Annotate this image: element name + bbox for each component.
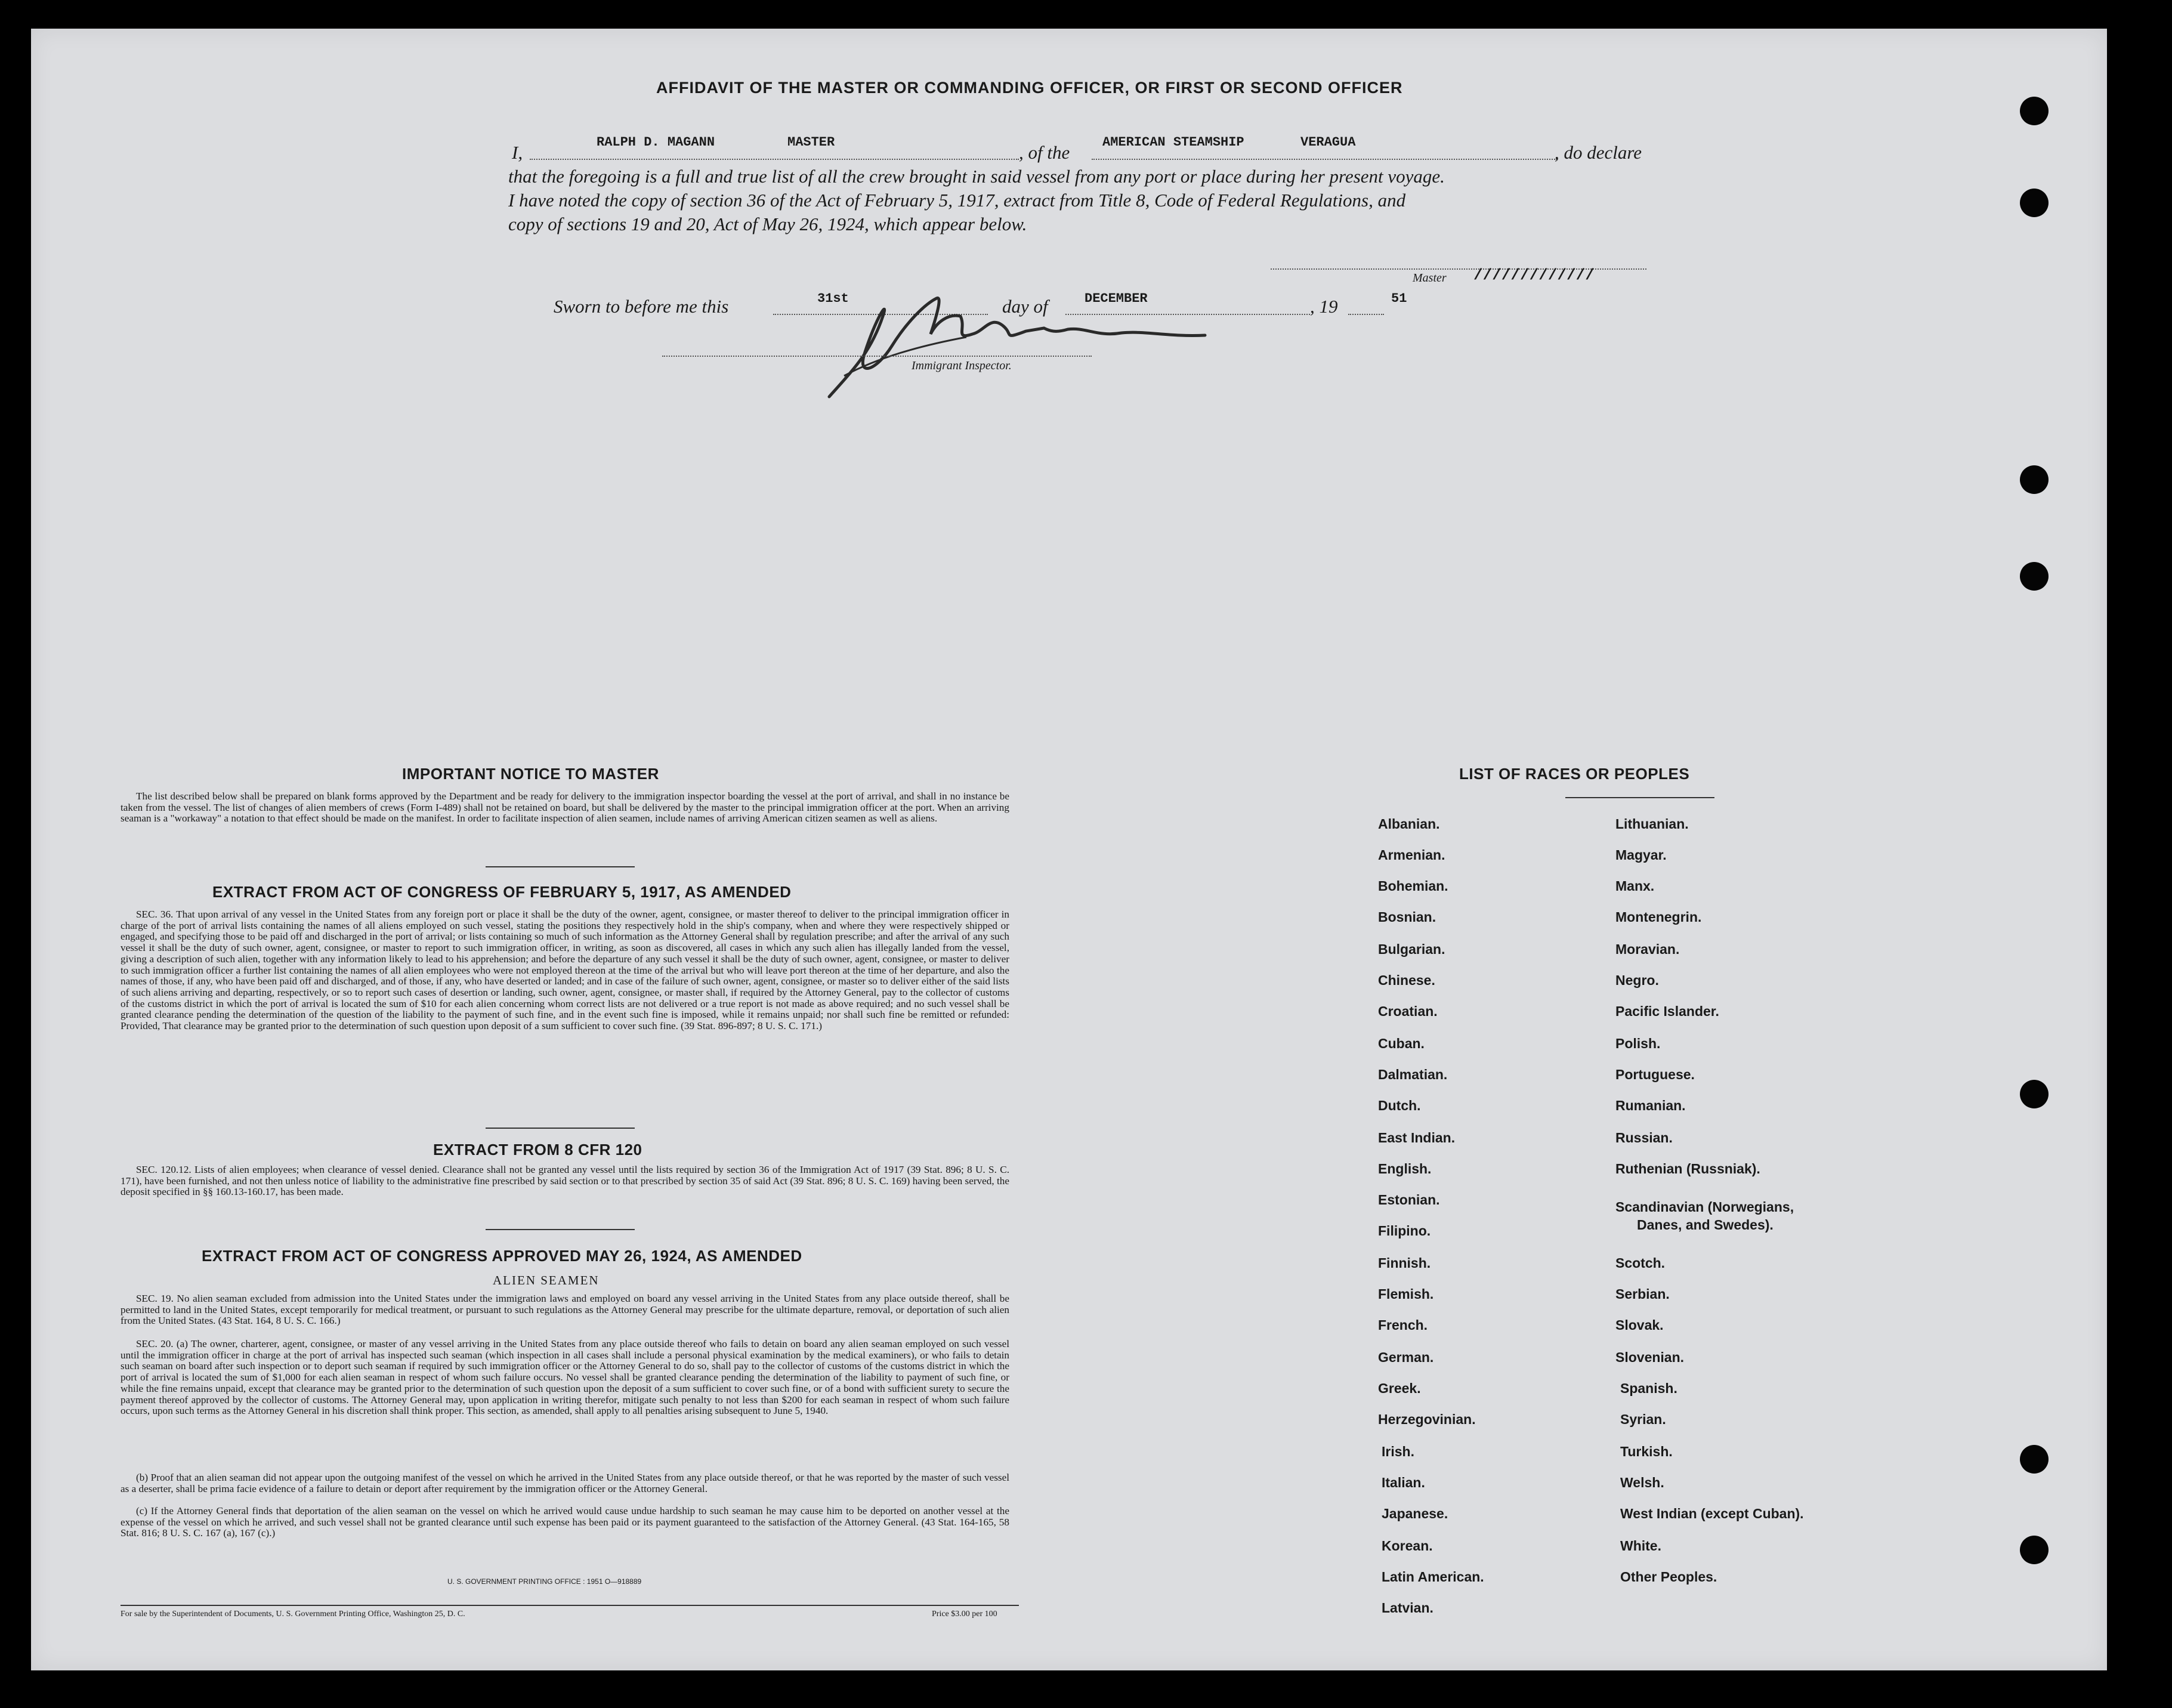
extract-1917-text: SEC. 36. That upon arrival of any vessel in the United States from any foreign port or place it shall be the duty of the owner, agent, consignee, or master thereof to deliver to the principal immigration officer in charge of the port of arrival lists containing the names of all aliens employed on such vessel, stating the positions they respectively hold in the ship's company, when and where they were respectively shipped or engaged, and specifying those to be paid off and discharged in the port of arrival; or lists containing so much of such information as the Attorney General shall by regulation prescribe; and after the arrival of any such vessel it shall be the duty of such owner, agent, consignee, or master to report to such immigration officer, in writing, as soon as discovered, all cases in which any such alien has illegally landed from the vessel, giving a description of such alien, together with any information likely to lead to his apprehension; and before the departure of any such vessel it shall be the duty of such owner, agent, consignee, or master to deliver to such immigration officer a further list containing the names of all alien employees who were not employed thereon at the time of the arrival but who will leave port thereon at the time of her departure, and also the names of those, if any, who have been paid off and discharged, and of those, if any, who have deserted or landed; and in case of the failure of such owner, agent, consignee, or master so to deliver either of the said lists of such aliens arriving and departing, respectively, or so to report such cases of desertion or landing, such owner, agent, consignee, or master shall, if required by the Attorney General, pay to the collector of customs of the customs district in which the port of arrival is located the sum of $10 for each alien concerning whom correct lists are not delivered or a true report is not made as above required; and no such vessel shall be granted clearance pending the determination of the question of the liability to the payment of such fine, and in the event such fine is imposed, while it remains unpaid; nor shall such fine be remitted or refunded: Provided, That clearance may be granted prior to the determination of such question upon deposit of a sum sufficient to cover such fine. (39 Stat. 896-897; 8 U. S. C. 171.): [121, 909, 1009, 1032]
race-item: Welsh.: [1620, 1475, 1664, 1490]
alien-seamen-subheading: ALIEN SEAMEN: [493, 1273, 600, 1287]
inspector-signature: [787, 280, 1217, 406]
race-item: Albanian.: [1378, 816, 1440, 832]
race-item: Spanish.: [1620, 1380, 1677, 1396]
race-item: Finnish.: [1378, 1255, 1431, 1271]
races-heading: LIST OF RACES OR PEOPLES: [1459, 765, 1690, 783]
race-item: Herzegovinian.: [1378, 1412, 1476, 1427]
race-item: Manx.: [1615, 878, 1655, 894]
master-rank: MASTER: [787, 135, 835, 150]
race-item: Irish.: [1382, 1444, 1414, 1459]
race-item: Negro.: [1615, 972, 1659, 988]
race-item: Slovenian.: [1615, 1349, 1685, 1365]
race-item: Filipino.: [1378, 1223, 1431, 1238]
race-item: Moravian.: [1615, 941, 1680, 957]
race-item: Italian.: [1382, 1475, 1425, 1490]
race-item: Japanese.: [1382, 1506, 1448, 1521]
notice-heading: IMPORTANT NOTICE TO MASTER: [402, 765, 659, 783]
affidavit-title: AFFIDAVIT OF THE MASTER OR COMMANDING OFFICER, OR FIRST OR SECOND OFFICER: [656, 79, 1403, 97]
race-item: East Indian.: [1378, 1130, 1456, 1145]
sworn-year: 51: [1391, 291, 1407, 306]
gpo-imprint: U. S. GOVERNMENT PRINTING OFFICE : 1951 O—918889: [447, 1577, 642, 1586]
race-item: Bulgarian.: [1378, 941, 1445, 957]
extract-1924-sec20a: SEC. 20. (a) The owner, charterer, agent, consignee, or master of any vessel arriving in the United States from any place outside thereof who fails to detain on board any alien seaman employed on such vessel until the immigration officer in charge at the port of arrival has inspected such seaman (which inspection in all cases shall include a personal physical examination by the medical examiners), or who fails to detain such seaman on board after such inspection or to deport such seaman if required by such immigration officer or the Attorney General to do so, shall pay to the collector of customs of the customs district in which the port of arrival is located the sum of $1,000 for each alien seaman in respect of whom such failure occurs. No vessel shall be granted clearance pending the determination of the liability to payment of such fine, or while the fine remains unpaid, except that clearance may be granted prior to the determination of such question upon the deposit of a sum sufficient to cover such fine, or of a bond with sufficient surety to secure the payment thereof approved by the collector of customs. The Attorney General may, upon application in writing therefor, mitigate such penalty to not less than $200 for each seaman in respect of whom such failure occurs, upon such terms as the Attorney General in his discretion shall think proper. This section, as amended, shall apply to all penalties arising subsequent to June 5, 1940.: [121, 1338, 1009, 1417]
affidavit-line-2: that the foregoing is a full and true list of all the crew brought in said vessel from any port or place during her present voyage.: [508, 166, 1445, 187]
master-name: RALPH D. MAGANN: [597, 135, 715, 150]
sworn-month: DECEMBER: [1085, 291, 1148, 306]
punch-hole: [2020, 189, 2049, 217]
document-page: [31, 29, 2107, 1670]
of-the-label: , of the: [1019, 142, 1070, 163]
divider: [486, 1128, 635, 1129]
race-item: White.: [1620, 1538, 1661, 1553]
race-item: Dutch.: [1378, 1098, 1421, 1113]
year-prefix: , 19: [1310, 296, 1338, 317]
punch-hole: [2020, 465, 2049, 494]
vessel-name: VERAGUA: [1300, 135, 1356, 150]
divider: [486, 1229, 635, 1230]
footer-price: Price $3.00 per 100: [932, 1610, 997, 1619]
race-item: Latin American.: [1382, 1569, 1484, 1585]
race-item: Korean.: [1382, 1538, 1433, 1553]
race-item: Slovak.: [1615, 1317, 1664, 1333]
race-item: Bosnian.: [1378, 909, 1436, 925]
race-item: Latvian.: [1382, 1600, 1433, 1616]
race-item: Greek.: [1378, 1380, 1421, 1396]
extract-1924-sec20b: (b) Proof that an alien seaman did not appear upon the outgoing manifest of the vessel on which he arrived in the United States from any place outside thereof, or that he was reported by the master of such vessel as a deserter, shall be prima facie evidence of a failure to detain or deport after requirement by the immigration officer or the Attorney General.: [121, 1472, 1009, 1494]
do-declare-label: , do declare: [1555, 142, 1642, 163]
affidavit-i-label: I,: [512, 142, 523, 163]
master-title-strikeout: /////////////: [1473, 266, 1595, 284]
race-item: Russian.: [1615, 1130, 1673, 1145]
punch-hole: [2020, 97, 2049, 125]
sworn-day: 31st: [817, 291, 849, 306]
extract-cfr-heading: EXTRACT FROM 8 CFR 120: [433, 1141, 642, 1159]
sworn-label: Sworn to before me this: [554, 296, 729, 317]
race-item: Estonian.: [1378, 1192, 1440, 1207]
race-item: Cuban.: [1378, 1036, 1425, 1051]
divider: [486, 866, 635, 867]
extract-1924-sec19: SEC. 19. No alien seaman excluded from admission into the United States under the immigration laws and employed on board any vessel arriving in the United States from any place outside thereof, shall be permitted to land in the United States, except temporarily for medical treatment, or pursuant to such regulations as the Attorney General may prescribe for the ultimate departure, removal, or deportation of such alien from the United States. (43 Stat. 164, 8 U. S. C. 166.): [121, 1293, 1009, 1327]
race-item: Scandinavian (Norwegians,: [1615, 1199, 1794, 1215]
divider: [1565, 797, 1714, 798]
extract-1924-heading: EXTRACT FROM ACT OF CONGRESS APPROVED MAY 26, 1924, AS AMENDED: [202, 1247, 802, 1265]
race-item: German.: [1378, 1349, 1434, 1365]
punch-hole: [2020, 1080, 2049, 1108]
affidavit-line-3: I have noted the copy of section 36 of the Act of February 5, 1917, extract from Title 8, Code of Federal Regulations, and: [508, 190, 1406, 211]
affidavit-line-4: copy of sections 19 and 20, Act of May 26, 1924, which appear below.: [508, 214, 1027, 234]
extract-1917-heading: EXTRACT FROM ACT OF CONGRESS OF FEBRUARY 5, 1917, AS AMENDED: [212, 883, 792, 901]
race-item: Pacific Islander.: [1615, 1003, 1719, 1019]
vessel-type: AMERICAN STEAMSHIP: [1102, 135, 1244, 150]
race-item: Rumanian.: [1615, 1098, 1686, 1113]
race-item: Scotch.: [1615, 1255, 1666, 1271]
day-of-label: day of: [1002, 296, 1048, 317]
extract-cfr-text: SEC. 120.12. Lists of alien employees; when clearance of vessel denied. Clearance shall not be granted any vessel until the lists required by section 36 of the Immigration Act of 1917 (39 Stat. 896; 8 U. S. C. 171), have been furnished, and not then unless notice of liability to the administrative fine prescribed by said section or to that prescribed by section 35 of said Act (39 Stat. 896; 8 U. S. C. 169) having been served, the deposit specified in §§ 160.13-160.17, has been made.: [121, 1164, 1009, 1198]
extract-1924-sec20c: (c) If the Attorney General finds that deportation of the alien seaman on the vessel on which he arrived would cause undue hardship to such seaman he may cause him to be deported on another vessel at the expense of the vessel on which he arrived, and such vessel shall not be granted clearance until such expense has been paid or its payment guaranteed to the satisfaction of the Attorney General. (43 Stat. 164-165, 58 Stat. 816; 8 U. S. C. 167 (a), 167 (c).): [121, 1505, 1009, 1539]
race-item: Lithuanian.: [1615, 816, 1689, 832]
punch-hole: [2020, 1445, 2049, 1474]
race-item: Magyar.: [1615, 847, 1667, 863]
punch-hole: [2020, 1536, 2049, 1564]
race-item: Croatian.: [1378, 1003, 1438, 1019]
race-item: Polish.: [1615, 1036, 1661, 1051]
inspector-label: Immigrant Inspector.: [912, 359, 1012, 372]
race-item: Syrian.: [1620, 1412, 1666, 1427]
race-item: Ruthenian (Russniak).: [1615, 1161, 1760, 1176]
race-item: Portuguese.: [1615, 1067, 1695, 1082]
footer-rule: [121, 1605, 1019, 1606]
master-label: Master: [1413, 271, 1447, 285]
race-item: Dalmatian.: [1378, 1067, 1448, 1082]
race-item: Montenegrin.: [1615, 909, 1702, 925]
race-item: Turkish.: [1620, 1444, 1673, 1459]
race-item: Serbian.: [1615, 1286, 1670, 1302]
race-item: Other Peoples.: [1620, 1569, 1717, 1585]
race-item: French.: [1378, 1317, 1428, 1333]
race-item: Bohemian.: [1378, 878, 1448, 894]
race-item: Danes, and Swedes).: [1637, 1217, 1774, 1233]
footer-sale-note: For sale by the Superintendent of Documents, U. S. Government Printing Office, Washington 25, D. C.: [121, 1610, 465, 1619]
punch-hole: [2020, 562, 2049, 591]
race-item: Flemish.: [1378, 1286, 1434, 1302]
race-item: Chinese.: [1378, 972, 1435, 988]
race-item: West Indian (except Cuban).: [1620, 1506, 1804, 1521]
race-item: English.: [1378, 1161, 1432, 1176]
notice-text: The list described below shall be prepared on blank forms approved by the Department and be ready for delivery to the immigration inspector boarding the vessel at the port of arrival, and shall in no instance be taken from the vessel. The list of changes of alien members of crews (Form I-489) shall not be retained on board, but shall be delivered by the master to the principal immigration officer at the port. When an arriving seaman is a "workaway" a notation to that effect should be made on the manifest. In order to facilitate inspection of alien seamen, include names of arriving American citizen seamen as well as aliens.: [121, 790, 1009, 824]
race-item: Armenian.: [1378, 847, 1445, 863]
